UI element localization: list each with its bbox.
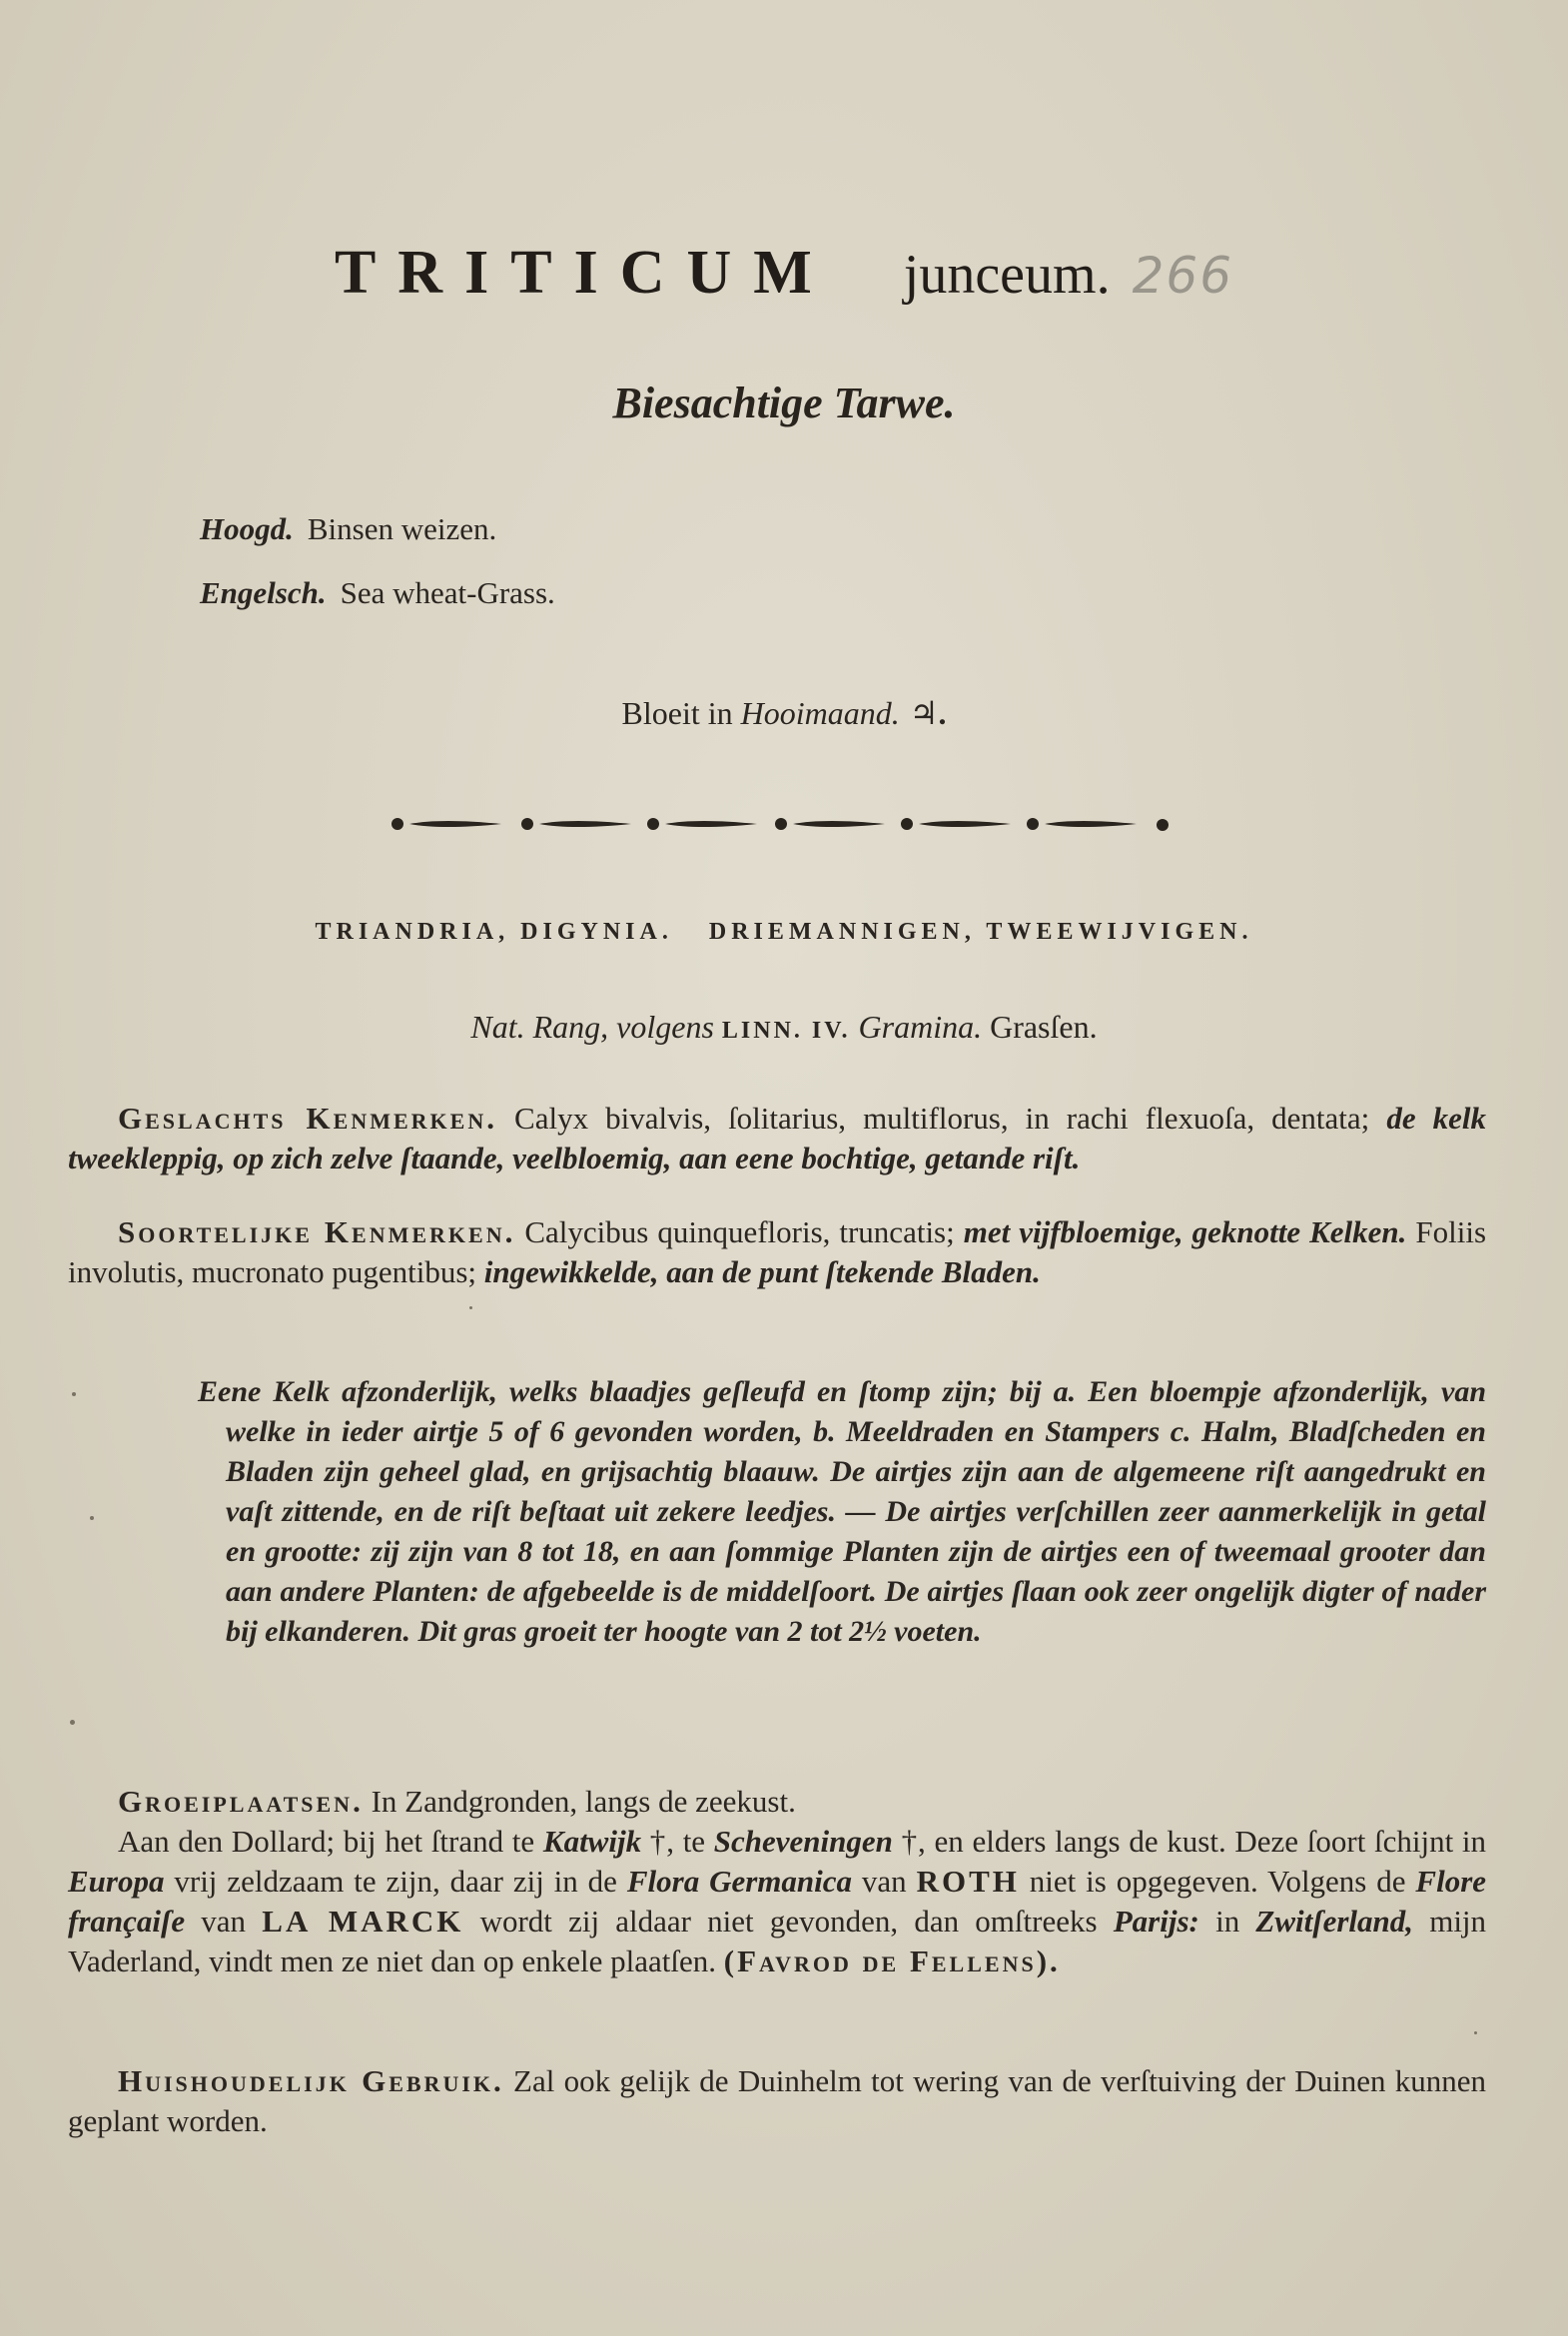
classification-latin: TRIANDRIA, DIGYNIA. — [315, 919, 673, 945]
paper-speck — [90, 1516, 94, 1520]
genus-characters-latin: Calyx bivalvis, ſolitarius, multiflorus, in rachi flexuoſa, dentata; — [514, 1101, 1370, 1136]
plant-description: Eene Kelk afzonderlijk, welks blaadjes geſleufd en ſtomp zijn; bij a. Een bloempje afzonderlijk, van welke in ieder airtje 5 of 6 gevonden worden, b. Meeldraden en Stampers c. Halm, Bladſcheden en Bladen zijn geheel glad, en grijsachtig blaauw. De airtjes zijn aan de algemeene riſt aangedrukt en vaſt zittende, en de riſt beſtaat uit zekere leedjes. — De airtjes verſchillen zeer aanmerkelijk in getal en grootte: zij zijn van 8 tot 18, en aan ſommige Planten zijn de airtjes een of tweemaal grooter dan aan andere Planten: de afgebeelde is de middelſoort. De airtjes ſlaan ook zeer ongelijk digter of nader bij elkanderen. Dit gras groeit ter hoogte van 2 tot 2½ voeten. — [198, 1375, 1486, 1648]
vernacular-name-german — [200, 511, 496, 547]
place-scheveningen: Scheveningen — [713, 1824, 893, 1859]
classification-dutch: DRIEMANNIGEN, TWEEWIJVIGEN. — [708, 919, 1253, 945]
genus-characters — [68, 1099, 1486, 1178]
species-name: junceum. — [903, 244, 1111, 306]
natural-rank — [0, 1009, 1568, 1046]
dutch-common-name: Biesachtige Tarwe. — [612, 379, 956, 427]
household-use — [68, 2061, 1486, 2141]
book-flore-francaise: Flore françaiſe — [68, 1864, 1487, 1939]
place-katwijk: Katwijk — [542, 1824, 642, 1859]
genus-characters-dutch: de kelk tweekleppig, op zich zelve ſtaande, veelbloemig, aan eene bochtige, getande riſt. — [68, 1101, 1487, 1175]
section-heading: Geslachts Kenmerken. — [118, 1101, 497, 1136]
habitat-text: niet is opgegeven. Volgens de — [1029, 1864, 1406, 1899]
habitat-text: †, te — [649, 1824, 706, 1859]
species-characters-latin-1: Calycibus quinquefloris, truncatis; — [524, 1214, 955, 1249]
vernacular-name-english — [200, 575, 555, 611]
ornament-divider — [392, 809, 1171, 839]
bloom-month: Hooimaand. — [740, 695, 900, 731]
section-heading: Groeiplaatsen. — [118, 1784, 364, 1819]
vernacular-text: Binsen weizen. — [307, 511, 497, 546]
paper-speck — [72, 1392, 76, 1396]
natrang-dutch: Grasſen. — [990, 1009, 1098, 1045]
habitat-text: mijn Vaderland, vindt men ze niet dan op enkele plaatſen. — [68, 1904, 1487, 1978]
species-characters — [68, 1212, 1486, 1292]
vernacular-text: Sea wheat-Grass. — [340, 575, 555, 610]
genus-name: TRITICUM — [334, 239, 834, 307]
habitat-text: van — [201, 1904, 247, 1939]
author-lamarck: LA MARCK — [262, 1904, 464, 1939]
place-zwitserland: Zwitſerland, — [1255, 1904, 1413, 1939]
pencil-page-number: 266 — [1132, 247, 1234, 305]
author-roth: ROTH — [916, 1864, 1020, 1899]
vernacular-language: Hoogd. — [200, 511, 294, 546]
habitat-intro: In Zandgronden, langs de zeekust. — [371, 1784, 796, 1819]
natrang-author: LINN. IV. — [721, 1018, 851, 1044]
natrang-order: Gramina. — [858, 1009, 983, 1045]
linnaean-classification — [0, 919, 1568, 946]
page-title — [0, 238, 1568, 309]
section-heading: Soortelijke Kenmerken. — [118, 1214, 516, 1249]
species-characters-dutch-2: ingewikkelde, aan de punt ſtekende Bladen. — [483, 1254, 1041, 1289]
book-flora-germanica: Flora Germanica — [626, 1864, 853, 1899]
bloom-prefix: Bloeit in — [621, 695, 733, 731]
species-characters-latin-2: Foliis involutis, mucronato pugentibus; — [68, 1214, 1487, 1289]
vernacular-language: Engelsch. — [200, 575, 327, 610]
paper-speck — [469, 1306, 472, 1309]
habitat-text: Aan den Dollard; bij het ſtrand te — [118, 1824, 535, 1859]
place-parijs: Parijs: — [1113, 1904, 1199, 1939]
habitat-text: in — [1215, 1904, 1240, 1939]
habitats — [68, 1782, 1486, 1981]
habitat-text: van — [861, 1864, 907, 1899]
place-europa: Europa — [68, 1864, 165, 1899]
paper-speck — [1474, 2031, 1477, 2034]
habitat-text: vrij zeldzaam te zijn, daar zij in de — [174, 1864, 617, 1899]
habitat-text: wordt zij aldaar niet gevonden, dan omſtreeks — [479, 1904, 1098, 1939]
section-heading: Huishoudelijk Gebruik. — [118, 2063, 504, 2098]
species-characters-dutch-1: met vijfbloemige, geknotte Kelken. — [963, 1214, 1407, 1249]
paper-speck — [70, 1720, 75, 1725]
perennial-symbol: ♃. — [909, 695, 947, 731]
household-use-text: Zal ook gelijk de Duinhelm tot wering van de verſtuiving der Duinen kunnen geplant worden. — [68, 2063, 1486, 2138]
author-favrod: (Favrod de Fellens). — [723, 1944, 1061, 1978]
bloom-period — [0, 694, 1568, 732]
natrang-label: Nat. Rang, volgens — [470, 1009, 714, 1045]
habitat-text: †, en elders langs de kust. Deze ſoort ſchijnt in — [901, 1824, 1487, 1859]
